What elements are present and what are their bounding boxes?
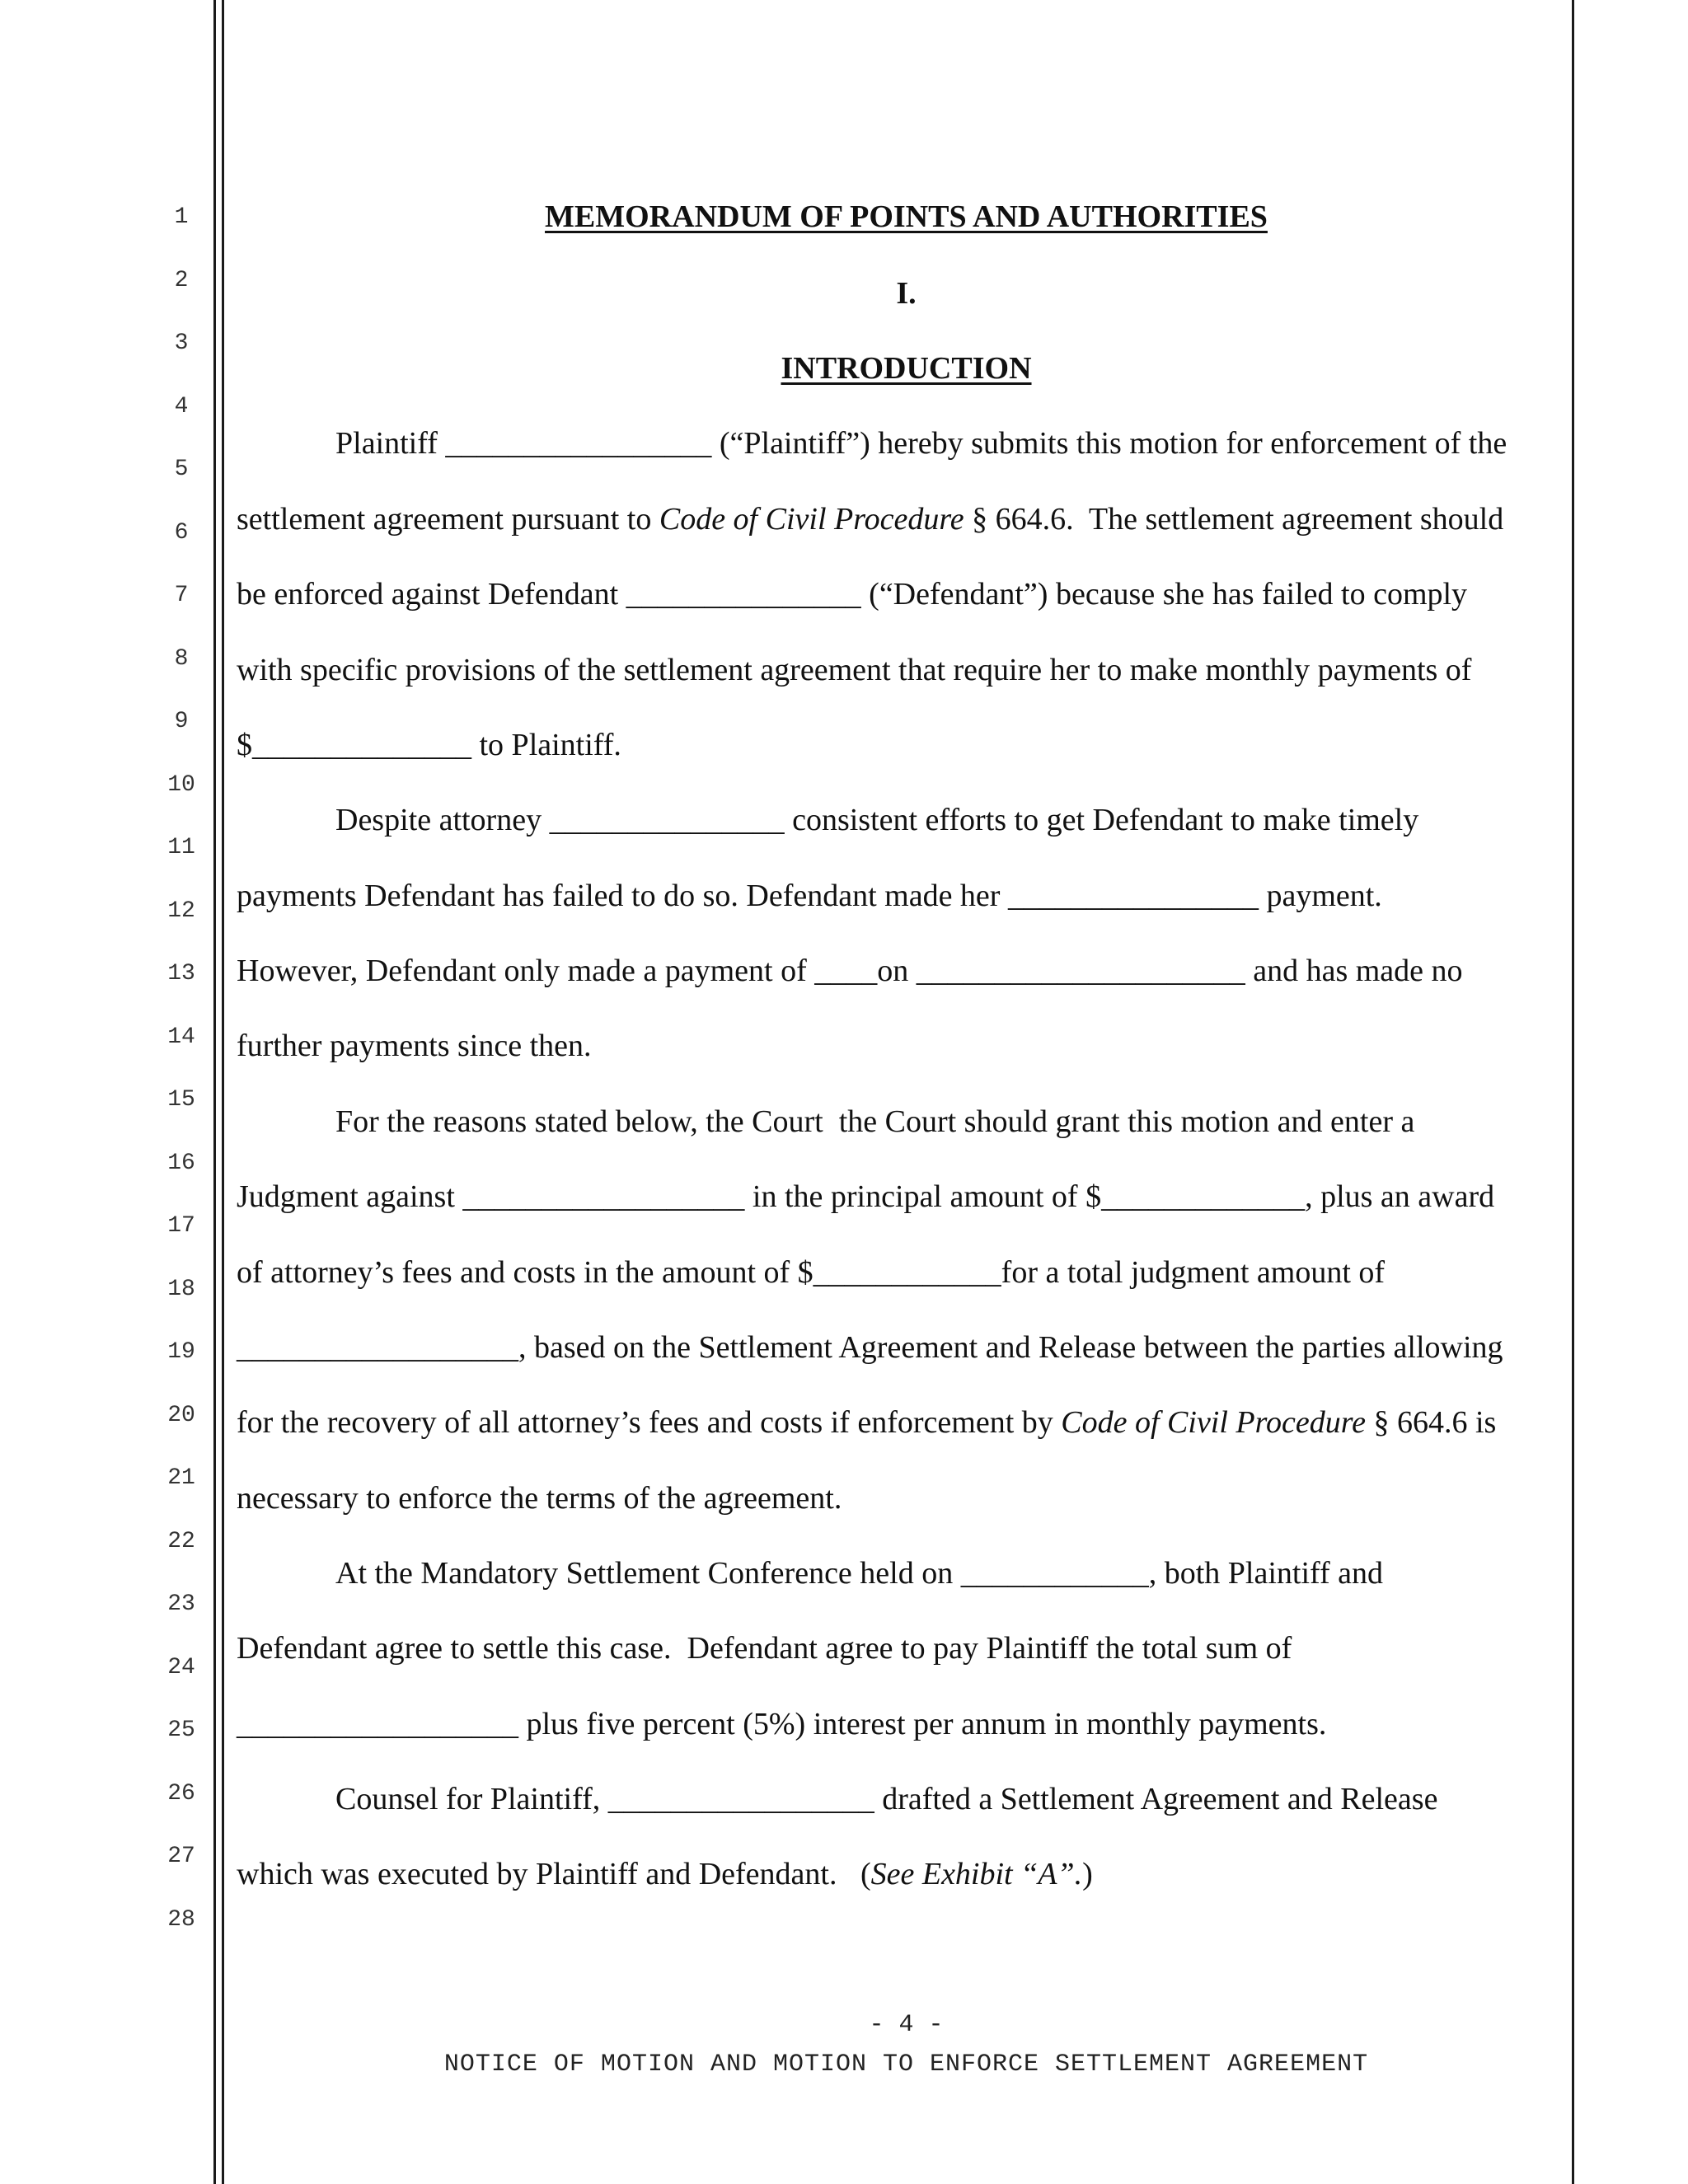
line-number: 26 bbox=[167, 1780, 195, 1807]
exhibit-reference: See Exhibit “A”. bbox=[870, 1857, 1083, 1891]
body-line-19: Counsel for Plaintiff, _________________ drafted a Settlement Agreement and Release bbox=[335, 1782, 1438, 1816]
line-number: 15 bbox=[167, 1087, 195, 1113]
body-line-16: At the Mandatory Settlement Conference held on ____________, both Plaintiff and bbox=[335, 1556, 1383, 1591]
citation-ccp: Code of Civil Procedure bbox=[1061, 1405, 1366, 1440]
line-number: 19 bbox=[167, 1339, 195, 1365]
line-number: 24 bbox=[167, 1654, 195, 1680]
body-line-9: further payments since then. bbox=[237, 1029, 592, 1063]
line-number: 6 bbox=[174, 519, 189, 546]
section-number: I. bbox=[896, 276, 917, 311]
line-number: 7 bbox=[174, 583, 189, 608]
line-number: 13 bbox=[167, 961, 195, 987]
body-line-6: Despite attorney _______________ consistent efforts to get Defendant to make timely bbox=[335, 803, 1419, 837]
body-line-18: __________________ plus five percent (5%) interest per annum in monthly payments. bbox=[237, 1707, 1327, 1741]
body-line-13: __________________, based on the Settlement Agreement and Release between the parties allowing bbox=[237, 1330, 1503, 1365]
line-number: 1 bbox=[174, 204, 189, 230]
line-number: 25 bbox=[167, 1718, 195, 1743]
line-number: 14 bbox=[167, 1024, 195, 1050]
line-number: 21 bbox=[167, 1465, 195, 1491]
line-number: 10 bbox=[167, 771, 195, 798]
body-line-2: settlement agreement pursuant to Code of Civil Procedure § 664.6. The settlement agreement should bbox=[237, 502, 1504, 537]
body-line-7: payments Defendant has failed to do so. Defendant made her ________________ payment. bbox=[237, 879, 1382, 913]
body-line-14: for the recovery of all attorney’s fees and costs if enforcement by Code of Civil Procedure § 664.6 is bbox=[237, 1405, 1497, 1440]
line-number: 5 bbox=[174, 457, 189, 482]
body-line-10: For the reasons stated below, the Court the Court should grant this motion and enter a bbox=[335, 1104, 1415, 1139]
body-line-1: Plaintiff _________________ (“Plaintiff”) hereby submits this motion for enforcement of the bbox=[335, 426, 1507, 461]
body-line-12: of attorney’s fees and costs in the amount of $____________for a total judgment amount of bbox=[237, 1255, 1386, 1290]
body-line-4: with specific provisions of the settlement agreement that require her to make monthly payments of bbox=[237, 653, 1472, 687]
line-number: 23 bbox=[167, 1591, 195, 1617]
line-number: 11 bbox=[167, 835, 195, 860]
line-number: 27 bbox=[167, 1844, 195, 1869]
line-number: 28 bbox=[167, 1906, 195, 1933]
body-line-11: Judgment against __________________ in the principal amount of $_____________, plus an award bbox=[237, 1179, 1495, 1214]
line-number: 20 bbox=[167, 1402, 195, 1428]
line-number: 8 bbox=[174, 645, 189, 672]
body-line-3: be enforced against Defendant _______________ (“Defendant”) because she has failed to comply bbox=[237, 577, 1468, 612]
line-number: 16 bbox=[167, 1150, 195, 1176]
page-number: - 4 - bbox=[869, 2011, 944, 2039]
line-number: 12 bbox=[167, 898, 195, 924]
body-line-5: $______________ to Plaintiff. bbox=[237, 728, 621, 762]
line-number: 4 bbox=[174, 393, 189, 419]
line-number: 18 bbox=[167, 1276, 195, 1302]
body-line-17: Defendant agree to settle this case. Defendant agree to pay Plaintiff the total sum of bbox=[237, 1631, 1292, 1666]
section-title: INTRODUCTION bbox=[781, 351, 1032, 386]
footer-document-title: NOTICE OF MOTION AND MOTION TO ENFORCE SETTLEMENT AGREEMENT bbox=[443, 2050, 1369, 2079]
body-line-15: necessary to enforce the terms of the agreement. bbox=[237, 1481, 842, 1516]
line-number: 9 bbox=[174, 709, 189, 734]
line-number: 3 bbox=[174, 330, 189, 356]
citation-ccp: Code of Civil Procedure bbox=[659, 502, 964, 537]
line-number: 17 bbox=[167, 1213, 195, 1239]
memorandum-title: MEMORANDUM OF POINTS AND AUTHORITIES bbox=[545, 199, 1268, 234]
line-number: 22 bbox=[167, 1528, 195, 1554]
body-line-8: However, Defendant only made a payment of ____on _____________________ and has made no bbox=[237, 954, 1463, 988]
body-line-20: which was executed by Plaintiff and Defendant. (See Exhibit “A”.) bbox=[237, 1857, 1093, 1891]
line-number: 2 bbox=[174, 267, 189, 293]
